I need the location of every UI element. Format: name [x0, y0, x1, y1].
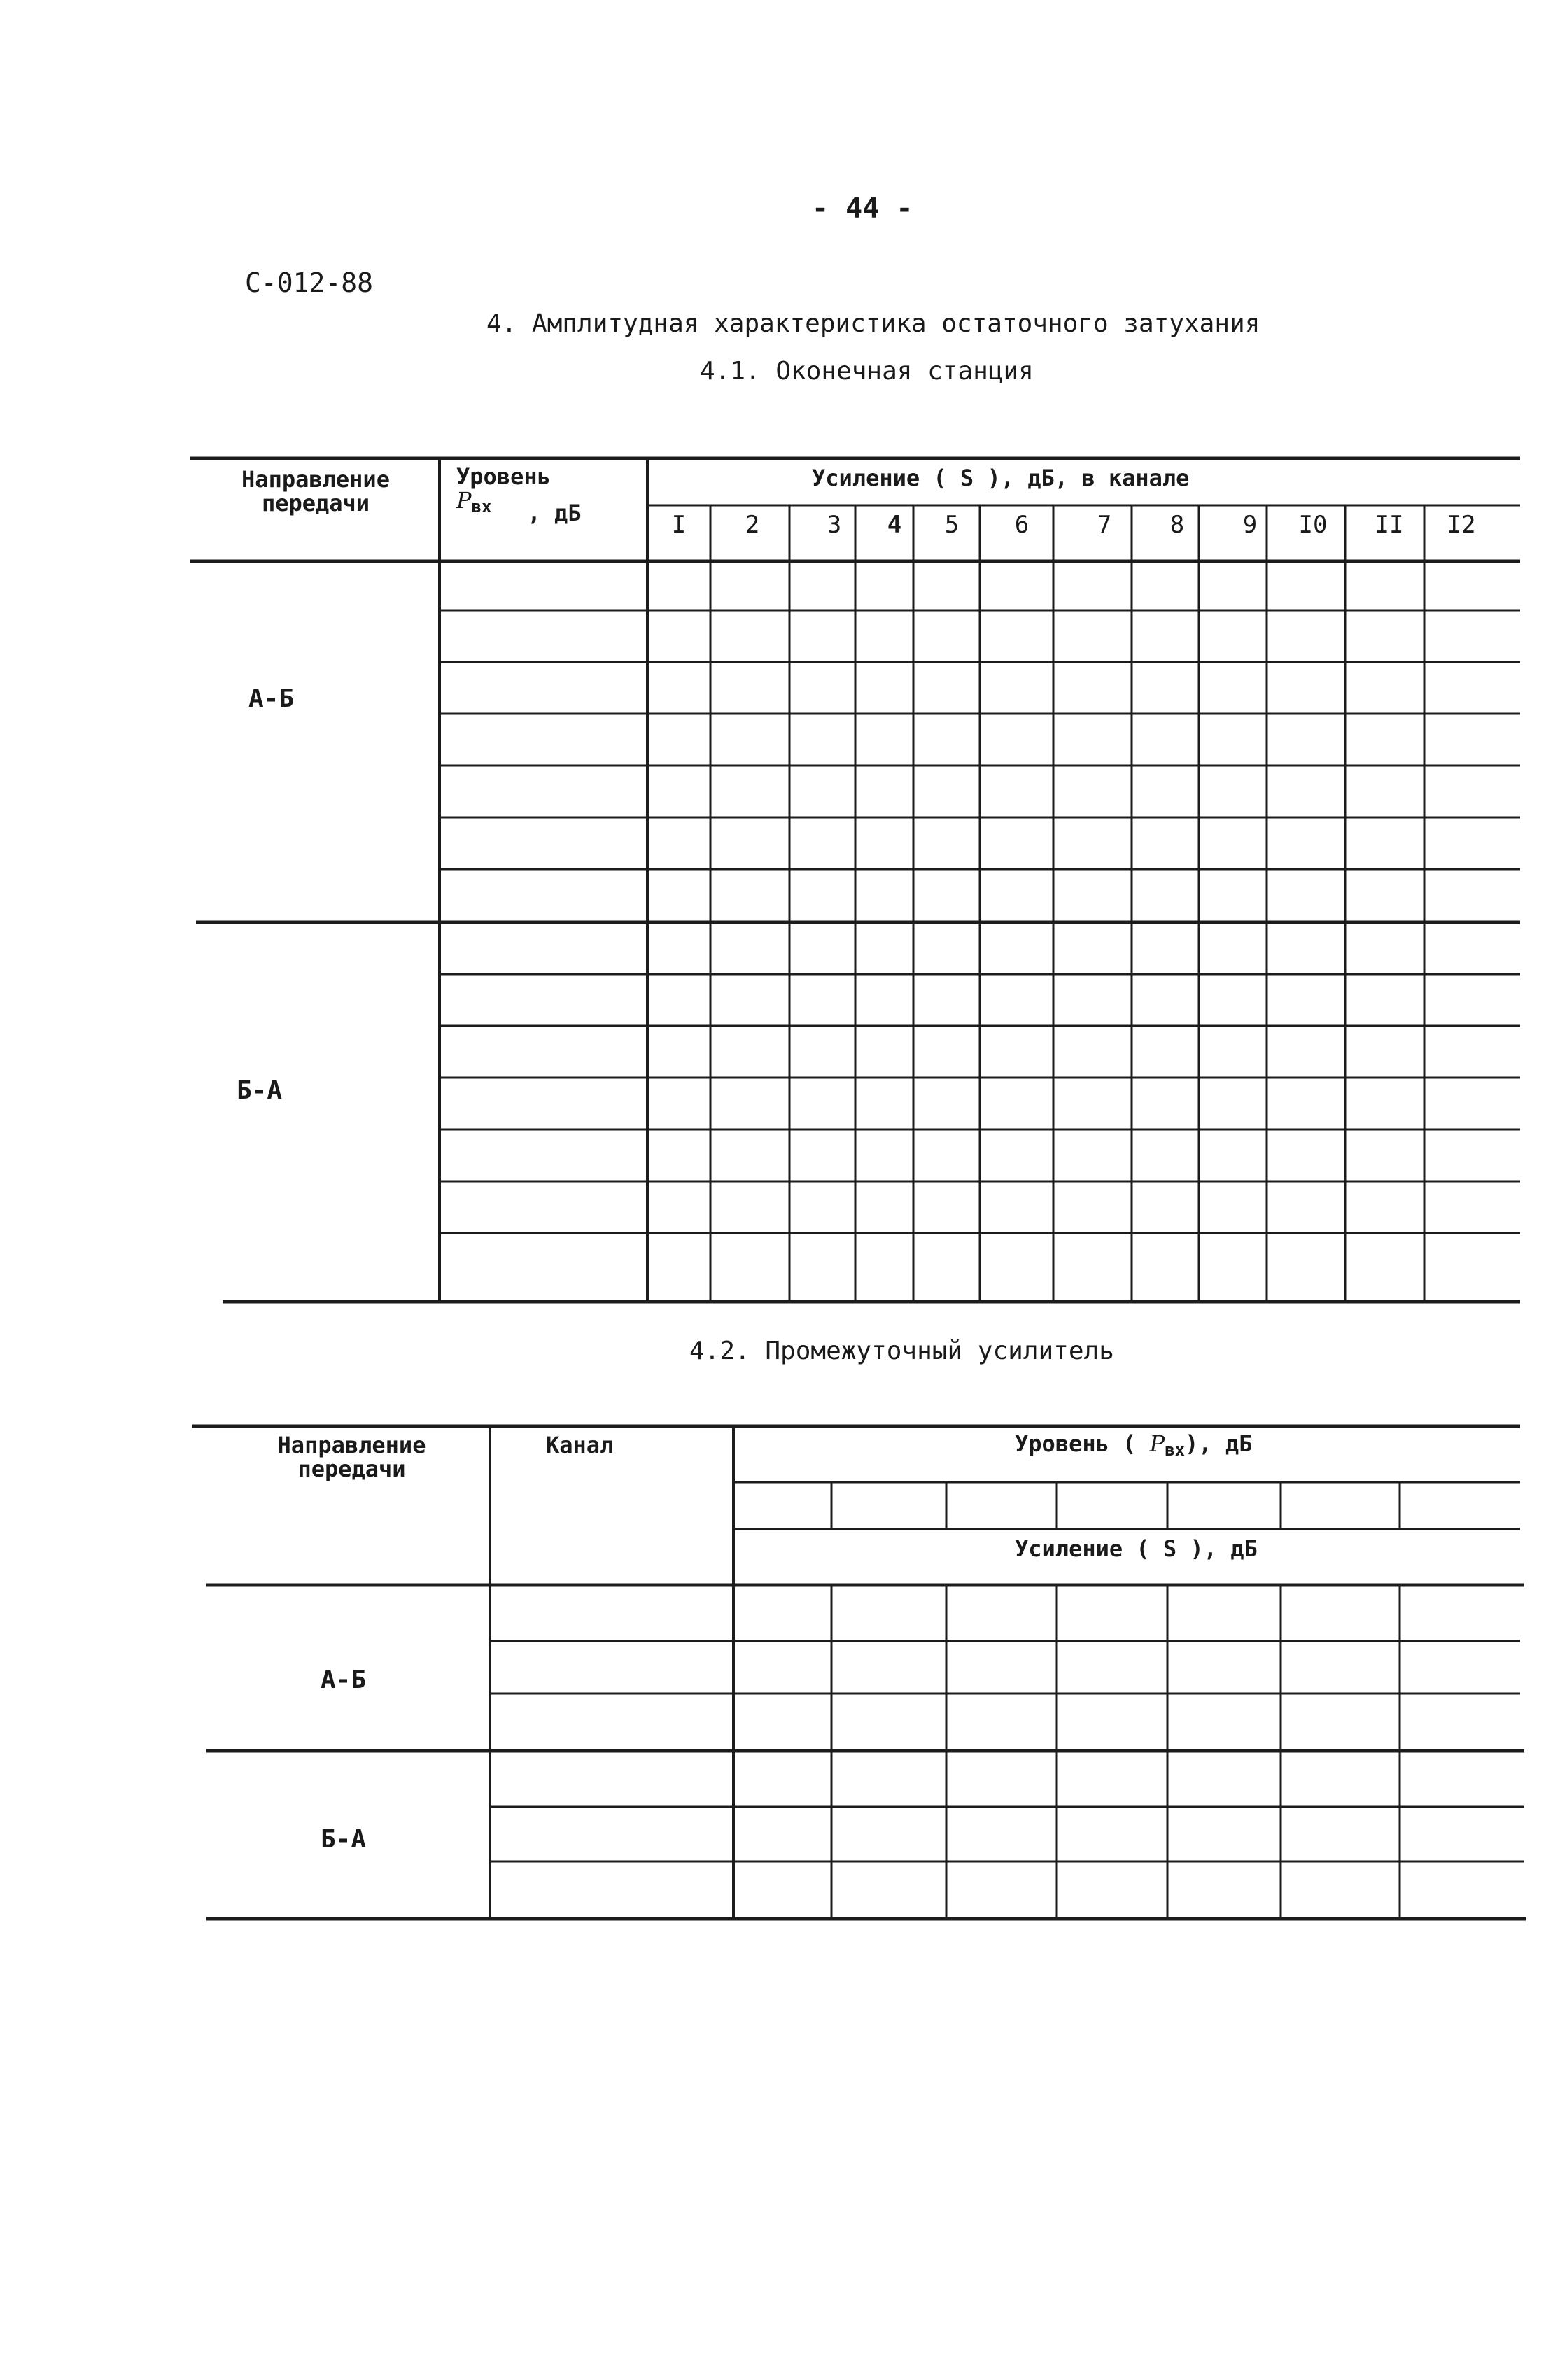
channel-number: 6 [1014, 511, 1030, 539]
table1-direction-ba: Б-А [237, 1076, 283, 1105]
channel-number: 5 [944, 511, 960, 539]
subsection-title-terminal-station: 4.1. Оконечная станция [700, 357, 1034, 386]
channel-number: 2 [745, 511, 760, 539]
page-number: - 44 - [812, 192, 913, 225]
subsection-title-intermediate-amplifier: 4.2. Промежуточный усилитель [689, 1337, 1114, 1365]
table1-direction-ab: А-Б [248, 684, 295, 713]
table2-direction-ab: А-Б [321, 1666, 367, 1694]
table2-channel-header: Канал [546, 1432, 614, 1458]
channel-number: 7 [1097, 511, 1112, 539]
table2-direction-ba: Б-А [321, 1825, 367, 1854]
table2-lines [192, 1426, 1526, 1919]
channel-number: I2 [1447, 511, 1476, 539]
table1-level-symbol: P [456, 487, 472, 514]
table1-direction-header: Направление передачи [241, 466, 390, 516]
channel-number: II [1375, 511, 1404, 539]
channel-number: I0 [1298, 511, 1328, 539]
table2-direction-header: Направление передачи [277, 1432, 426, 1482]
channel-number: 3 [827, 511, 842, 539]
table2-level-label: Уровень ( [1015, 1430, 1137, 1457]
table1-level-label: Уровень [456, 463, 551, 490]
table2-level-header [1015, 1432, 1435, 1462]
channel-number: 4 [887, 511, 902, 539]
table1-level-subscript: вх [471, 497, 492, 516]
document-id: С-012-88 [245, 267, 374, 298]
table1-lines [190, 458, 1520, 1302]
channel-number: I [671, 511, 687, 539]
section-title: 4. Амплитудная характеристика остаточного затухания [486, 309, 1260, 338]
channel-number: 9 [1242, 511, 1258, 539]
table1-level-unit: , дБ [527, 500, 582, 526]
table2-level-symbol: P [1149, 1430, 1165, 1457]
table2-gain-header: Усиление ( S ), дБ [1015, 1535, 1258, 1562]
channel-number: 8 [1169, 511, 1185, 539]
table2-level-subscript: вх [1165, 1440, 1186, 1460]
table2-level-unit: ), дБ [1185, 1430, 1253, 1457]
table1-gain-header: Усиление ( S ), дБ, в канале [812, 465, 1190, 491]
